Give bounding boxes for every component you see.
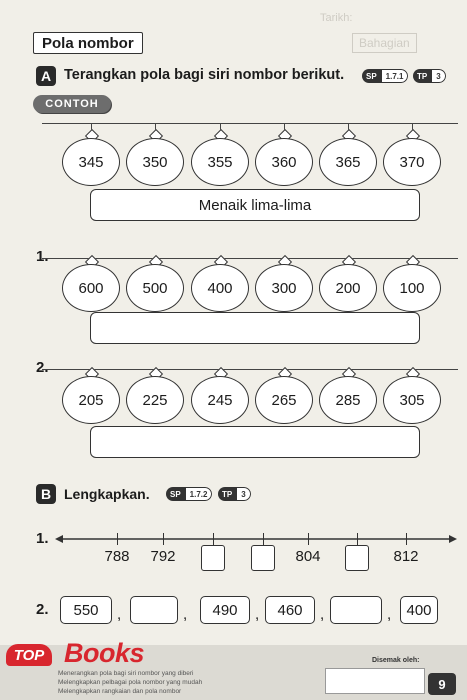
b2-number: 2.: [36, 601, 49, 618]
sequence-value: 400: [400, 596, 438, 624]
sequence-blank[interactable]: [130, 596, 178, 624]
section-a-badge: A: [36, 66, 56, 86]
page-title: Pola nombor: [33, 32, 143, 54]
example-hanging-line: [42, 123, 458, 124]
number-line-value: 792: [150, 548, 176, 565]
sequence-separator: ,: [387, 606, 392, 623]
number-bag: 370: [383, 138, 441, 186]
number-bag: 225: [126, 376, 184, 424]
sp-value: 1.7.2: [185, 487, 213, 501]
number-line-tick: [213, 533, 214, 545]
number-line-value: 804: [295, 548, 321, 565]
logo-top-text: TOP: [6, 644, 52, 666]
section-a-instruction: Terangkan pola bagi siri nombor berikut.: [64, 67, 345, 83]
faded-tarikh: Tarikh:: [320, 12, 353, 24]
number-bag: 345: [62, 138, 120, 186]
number-bag: 305: [383, 376, 441, 424]
q2-answer-box[interactable]: [90, 426, 420, 458]
number-line-tick: [406, 533, 407, 545]
logo-books-text: Books: [64, 638, 145, 668]
q1-hanging-line: [42, 258, 458, 259]
sequence-value: 490: [200, 596, 250, 624]
number-bag: 245: [191, 376, 249, 424]
tp-value: 3: [236, 487, 250, 501]
question-1-number: 1.: [36, 248, 49, 265]
footer-line-3: Melengkapkan rangkaian dan pola nombor: [58, 688, 182, 695]
section-b-tp-tag: [218, 487, 251, 501]
number-line-axis: [55, 532, 457, 546]
question-2-number: 2.: [36, 359, 49, 376]
number-line-blank[interactable]: [251, 545, 275, 571]
number-line-tick: [263, 533, 264, 545]
page-number: 9: [428, 673, 456, 695]
section-b-instruction: Lengkapkan.: [64, 486, 150, 502]
faded-bahagian: Bahagian: [352, 33, 417, 53]
number-bag: 360: [255, 138, 313, 186]
sequence-separator: ,: [320, 606, 325, 623]
section-b-badge: B: [36, 484, 56, 504]
tp-label: TP: [218, 487, 236, 501]
sp-label: SP: [362, 69, 381, 83]
sequence-separator: ,: [255, 606, 260, 623]
number-line-blank[interactable]: [345, 545, 369, 571]
number-bag: 365: [319, 138, 377, 186]
example-answer-box: Menaik lima-lima: [90, 189, 420, 221]
footer-line-2: Melengkapkan pelbagai pola nombor yang mudah: [58, 679, 203, 686]
topbooks-logo: [4, 640, 66, 698]
example-label: CONTOH: [33, 95, 111, 113]
checked-by-label: Disemak oleh:: [372, 657, 420, 664]
tp-label: TP: [413, 69, 431, 83]
checked-by-box: [325, 668, 425, 694]
sequence-blank[interactable]: [330, 596, 382, 624]
q2-hanging-line: [42, 369, 458, 370]
sp-value: 1.7.1: [381, 69, 409, 83]
number-bag: 265: [255, 376, 313, 424]
number-bag: 205: [62, 376, 120, 424]
b1-number: 1.: [36, 530, 49, 547]
number-bag: 200: [319, 264, 377, 312]
number-bag: 400: [191, 264, 249, 312]
section-b-sp-tag: [166, 487, 212, 501]
section-a-sp-tag: [362, 69, 408, 83]
footer-line-1: Menerangkan pola bagi siri nombor yang diberi: [58, 670, 194, 677]
sequence-separator: ,: [183, 606, 188, 623]
section-a-tp-tag: [413, 69, 446, 83]
number-line-tick: [117, 533, 118, 545]
number-line-value: 812: [393, 548, 419, 565]
sequence-value: 550: [60, 596, 112, 624]
number-line-blank[interactable]: [201, 545, 225, 571]
number-line-tick: [308, 533, 309, 545]
number-bag: 100: [383, 264, 441, 312]
sequence-value: 460: [265, 596, 315, 624]
number-line-tick: [163, 533, 164, 545]
number-line-tick: [357, 533, 358, 545]
number-bag: 350: [126, 138, 184, 186]
tp-value: 3: [431, 69, 445, 83]
number-bag: 300: [255, 264, 313, 312]
number-bag: 600: [62, 264, 120, 312]
number-line-value: 788: [104, 548, 130, 565]
number-bag: 500: [126, 264, 184, 312]
q1-answer-box[interactable]: [90, 312, 420, 344]
sp-label: SP: [166, 487, 185, 501]
number-bag: 355: [191, 138, 249, 186]
sequence-separator: ,: [117, 606, 122, 623]
number-bag: 285: [319, 376, 377, 424]
